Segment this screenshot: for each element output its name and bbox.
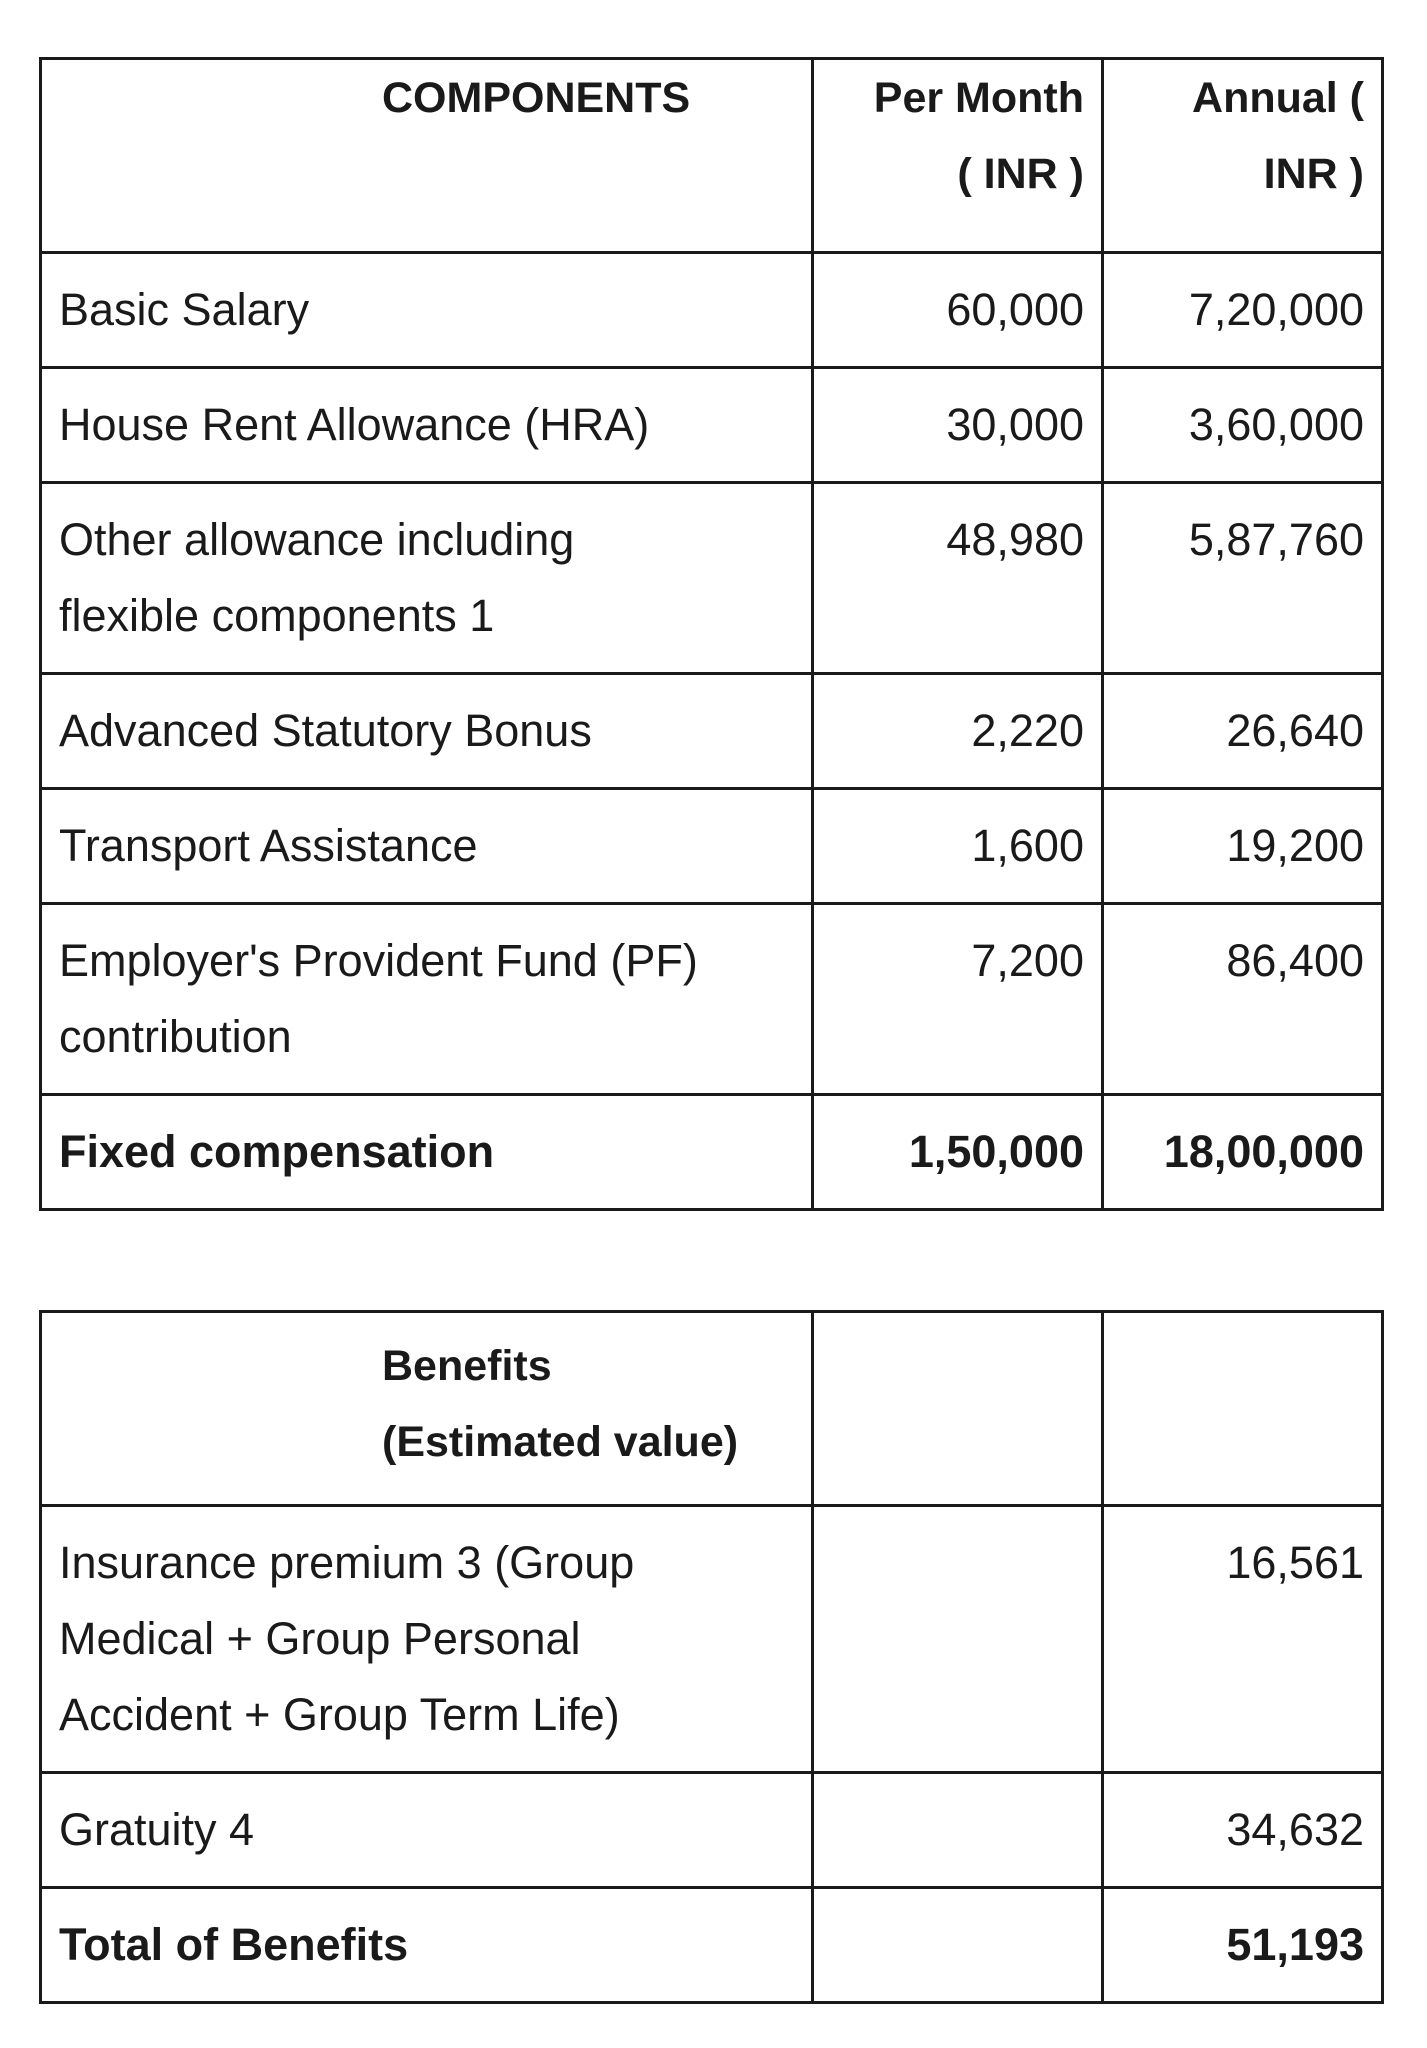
row-label bbox=[41, 483, 813, 674]
table-header-row bbox=[41, 1312, 1383, 1506]
total-annual-value: 51,193 bbox=[1103, 1888, 1383, 2003]
per-month-value: 48,980 bbox=[813, 483, 1103, 674]
table-row bbox=[41, 674, 1383, 789]
benefits-header-line1: Benefits bbox=[382, 1342, 552, 1390]
per-month-value: 60,000 bbox=[813, 253, 1103, 368]
empty-header-cell bbox=[813, 1312, 1103, 1506]
row-label bbox=[41, 674, 813, 789]
components-table bbox=[39, 57, 1384, 1211]
per-month-value: 30,000 bbox=[813, 368, 1103, 483]
annual-header-line1: Annual ( bbox=[1192, 74, 1364, 122]
row-label-text: Advanced Statutory Bonus bbox=[59, 705, 592, 756]
row-label-text: Basic Salary bbox=[59, 284, 310, 335]
annual-header-line2: INR ) bbox=[1263, 150, 1364, 198]
row-label bbox=[41, 253, 813, 368]
table-header-row bbox=[41, 59, 1383, 253]
total-per-month-value bbox=[813, 1888, 1103, 2003]
total-label: Fixed compensation bbox=[41, 1095, 813, 1210]
benefits-header-line2: (Estimated value) bbox=[382, 1418, 739, 1466]
row-label-line2: Medical + Group Personal bbox=[59, 1613, 581, 1664]
row-label-text: House Rent Allowance (HRA) bbox=[59, 399, 650, 450]
row-label-line2: contribution bbox=[59, 1011, 292, 1062]
annual-value: 86,400 bbox=[1103, 904, 1383, 1095]
total-per-month-value: 1,50,000 bbox=[813, 1095, 1103, 1210]
annual-header bbox=[1103, 59, 1383, 253]
row-label bbox=[41, 1773, 813, 1888]
row-label bbox=[41, 368, 813, 483]
row-label-text: Transport Assistance bbox=[59, 820, 478, 871]
total-annual-value: 18,00,000 bbox=[1103, 1095, 1383, 1210]
table-row bbox=[41, 368, 1383, 483]
row-label-text: Gratuity 4 bbox=[59, 1804, 255, 1855]
row-label bbox=[41, 1506, 813, 1773]
row-label-line1: Insurance premium 3 (Group bbox=[59, 1537, 635, 1588]
table-row bbox=[41, 1506, 1383, 1773]
row-label bbox=[41, 789, 813, 904]
annual-value: 3,60,000 bbox=[1103, 368, 1383, 483]
per-month-header-line2: ( INR ) bbox=[957, 150, 1084, 198]
annual-value: 7,20,000 bbox=[1103, 253, 1383, 368]
per-month-value: 1,600 bbox=[813, 789, 1103, 904]
components-header-label: COMPONENTS bbox=[382, 74, 691, 122]
row-label-line1: Employer's Provident Fund (PF) bbox=[59, 935, 698, 986]
annual-value: 19,200 bbox=[1103, 789, 1383, 904]
benefits-header bbox=[41, 1312, 813, 1506]
table-row bbox=[41, 1773, 1383, 1888]
row-label-line1: Other allowance including bbox=[59, 514, 575, 565]
total-row bbox=[41, 1888, 1383, 2003]
per-month-value bbox=[813, 1773, 1103, 1888]
annual-value: 5,87,760 bbox=[1103, 483, 1383, 674]
annual-value: 34,632 bbox=[1103, 1773, 1383, 1888]
total-row bbox=[41, 1095, 1383, 1210]
empty-header-cell bbox=[1103, 1312, 1383, 1506]
components-header bbox=[41, 59, 813, 253]
table-row bbox=[41, 904, 1383, 1095]
table-row bbox=[41, 483, 1383, 674]
per-month-header bbox=[813, 59, 1103, 253]
benefits-table bbox=[39, 1310, 1384, 2004]
per-month-header-line1: Per Month bbox=[873, 74, 1084, 122]
per-month-value: 7,200 bbox=[813, 904, 1103, 1095]
row-label-line3: Accident + Group Term Life) bbox=[59, 1689, 620, 1740]
row-label bbox=[41, 904, 813, 1095]
table-row bbox=[41, 253, 1383, 368]
per-month-value: 2,220 bbox=[813, 674, 1103, 789]
per-month-value bbox=[813, 1506, 1103, 1773]
annual-value: 26,640 bbox=[1103, 674, 1383, 789]
annual-value: 16,561 bbox=[1103, 1506, 1383, 1773]
table-row bbox=[41, 789, 1383, 904]
row-label-line2: flexible components 1 bbox=[59, 590, 495, 641]
total-label: Total of Benefits bbox=[41, 1888, 813, 2003]
